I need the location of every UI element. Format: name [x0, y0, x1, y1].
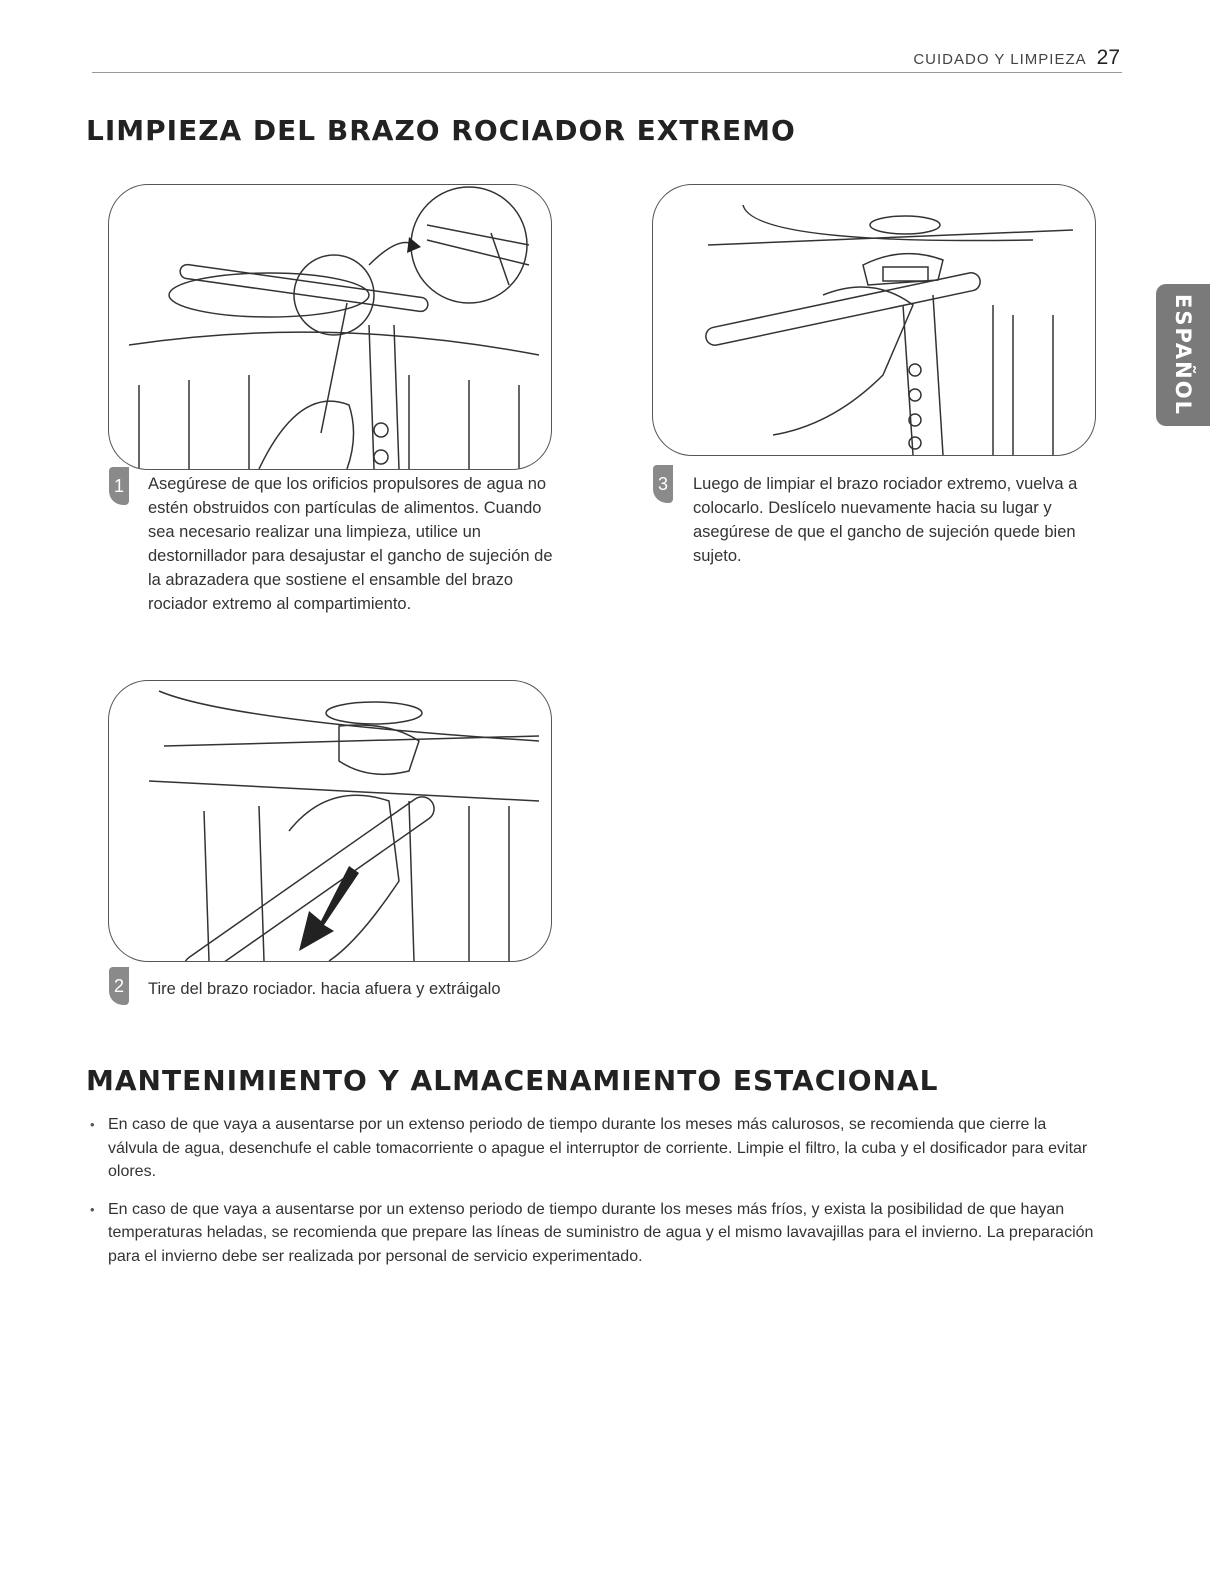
running-header — [913, 46, 1120, 70]
header-section-label: CUIDADO Y LIMPIEZA — [913, 51, 1087, 68]
seasonal-maintenance-list — [90, 1113, 1100, 1282]
header-divider — [92, 72, 1122, 73]
illustration-step-1 — [108, 184, 552, 470]
page-number: 27 — [1096, 46, 1120, 69]
section-title-spray-arm: LIMPIEZA DEL BRAZO ROCIADOR EXTREMO — [86, 114, 796, 147]
reinstall-spray-arm-illustration — [653, 185, 1095, 455]
step-1-text: Asegúrese de que los orificios propulsores de agua no estén obstruidos con partículas de alimentos. Cuando sea necesario realizar una limpieza, utilice un destornillador para desajustar el gancho de sujeción de la abrazadera que sostiene el ensamble del brazo rociador extremo al compartimiento. — [148, 475, 553, 613]
illustration-step-2 — [108, 680, 552, 962]
step-badge-2: 2 — [109, 967, 129, 1005]
section-title-seasonal-maintenance: MANTENIMIENTO Y ALMACENAMIENTO ESTACIONAL — [86, 1064, 939, 1097]
remove-spray-arm-illustration — [109, 681, 551, 961]
step-badge-3: 3 — [653, 465, 673, 503]
language-tab-label: ESPAÑOL — [1171, 294, 1195, 416]
list-item: • En caso de que vaya a ausentarse por un extenso periodo de tiempo durante los meses más fríos, y exista la posibilidad de que hayan temperaturas heladas, se recomienda que prepare las líneas de suministro de agua y el mismo lavavajillas para el invierno. La preparación para el invierno debe ser realizada por personal de servicio experimentado. — [90, 1198, 1100, 1269]
step-2-text: Tire del brazo rociador. hacia afuera y extráigalo — [148, 980, 501, 998]
illustration-step-3 — [652, 184, 1096, 456]
screwdriver-release-illustration — [109, 185, 551, 469]
step-3-text: Luego de limpiar el brazo rociador extremo, vuelva a colocarlo. Deslícelo nuevamente hacia su lugar y asegúrese de que el gancho de sujeción quede bien sujeto. — [693, 475, 1078, 565]
list-item: • En caso de que vaya a ausentarse por un extenso periodo de tiempo durante los meses más calurosos, se recomienda que cierre la válvula de agua, desenchufe el cable tomacorriente o apague el interruptor de corriente. Limpie el filtro, la cuba y el dosificador para evitar olores. — [90, 1113, 1100, 1184]
language-tab — [1156, 284, 1210, 426]
step-badge-1: 1 — [109, 467, 129, 505]
